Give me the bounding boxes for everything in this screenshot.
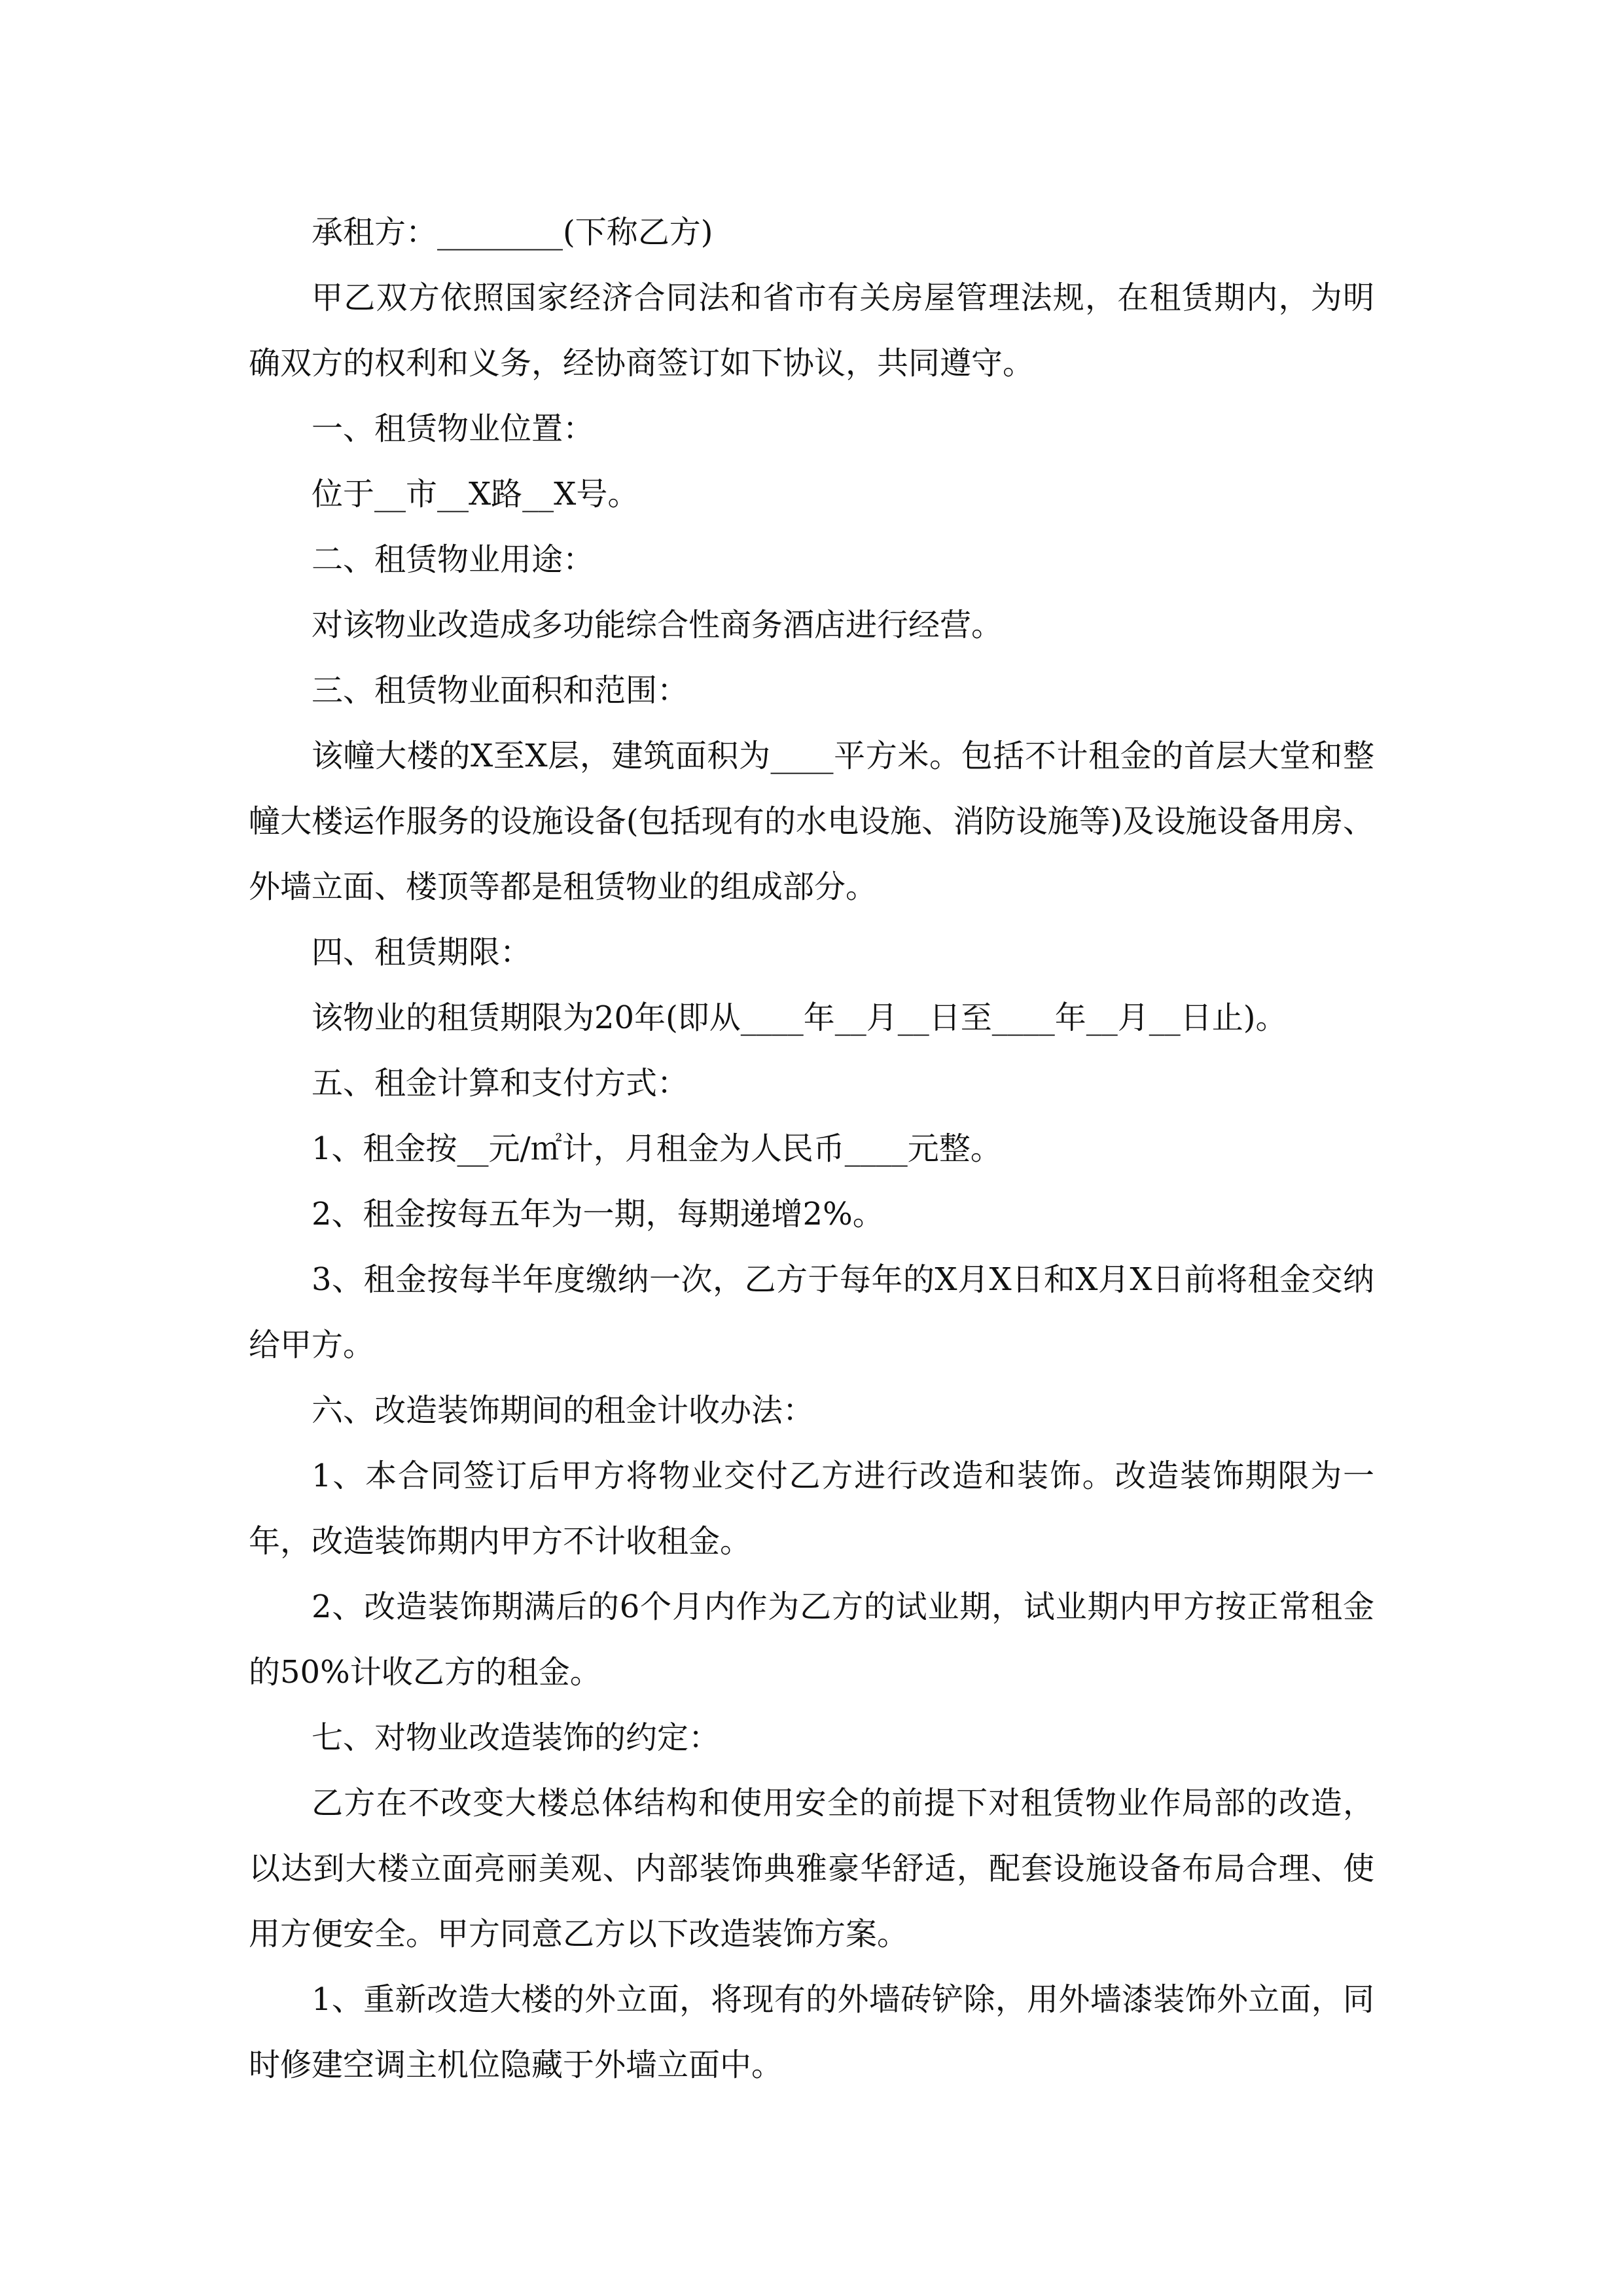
renovation-rent-item-2: 2、改造装饰期满后的6个月内作为乙方的试业期，试业期内甲方按正常租金的50%计收乙方的租金。 bbox=[249, 1588, 1374, 1691]
location-paragraph: 位于__市__X路__X号。 bbox=[312, 476, 639, 512]
usage-paragraph: 对该物业改造成多功能综合性商务酒店进行经营。 bbox=[312, 607, 1003, 643]
renovation-rent-item-1: 1、本合同签订后甲方将物业交付乙方进行改造和装饰。改造装饰期限为一年，改造装饰期内甲方不计收租金。 bbox=[249, 1458, 1374, 1560]
term-paragraph: 该物业的租赁期限为20年(即从____年__月__日至____年__月__日止)。 bbox=[312, 999, 1287, 1036]
section-heading-location: 一、租赁物业位置： bbox=[312, 410, 595, 447]
section-heading-area: 三、租赁物业面积和范围： bbox=[312, 672, 689, 709]
renovation-terms-item-1: 1、重新改造大楼的外立面，将现有的外墙砖铲除，用外墙漆装饰外立面，同时修建空调主机位隐藏于外墙立面中。 bbox=[249, 1981, 1374, 2083]
lessee-line: 承租方：________(下称乙方) bbox=[312, 214, 713, 251]
area-paragraph: 该幢大楼的X至X层，建筑面积为____平方米。包括不计租金的首层大堂和整幢大楼运作服务的设施设备(包括现有的水电设施、消防设施等)及设施设备用房、外墙立面、楼顶等都是租赁物业的组成部分。 bbox=[249, 738, 1374, 905]
section-heading-rent: 五、租金计算和支付方式： bbox=[312, 1065, 689, 1102]
section-heading-usage: 二、租赁物业用途： bbox=[312, 541, 595, 578]
rent-item-1: 1、租金按__元/㎡计，月租金为人民币____元整。 bbox=[312, 1130, 1002, 1167]
rent-item-2: 2、租金按每五年为一期，每期递增2%。 bbox=[312, 1196, 884, 1232]
document-body bbox=[249, 200, 1374, 2098]
section-heading-renovation-rent: 六、改造装饰期间的租金计收办法： bbox=[312, 1392, 815, 1429]
section-heading-renovation-terms: 七、对物业改造装饰的约定： bbox=[312, 1719, 721, 1756]
renovation-terms-paragraph: 乙方在不改变大楼总体结构和使用安全的前提下对租赁物业作局部的改造，以达到大楼立面亮丽美观、内部装饰典雅豪华舒适，配套设施设备布局合理、使用方便安全。甲方同意乙方以下改造装饰方案。 bbox=[249, 1785, 1374, 1952]
section-heading-term: 四、租赁期限： bbox=[312, 934, 532, 971]
rent-item-3: 3、租金按每半年度缴纳一次，乙方于每年的X月X日和X月X日前将租金交纳给甲方。 bbox=[249, 1261, 1374, 1363]
preamble-paragraph: 甲乙双方依照国家经济合同法和省市有关房屋管理法规，在租赁期内，为明确双方的权利和义务，经协商签订如下协议，共同遵守。 bbox=[249, 279, 1374, 382]
